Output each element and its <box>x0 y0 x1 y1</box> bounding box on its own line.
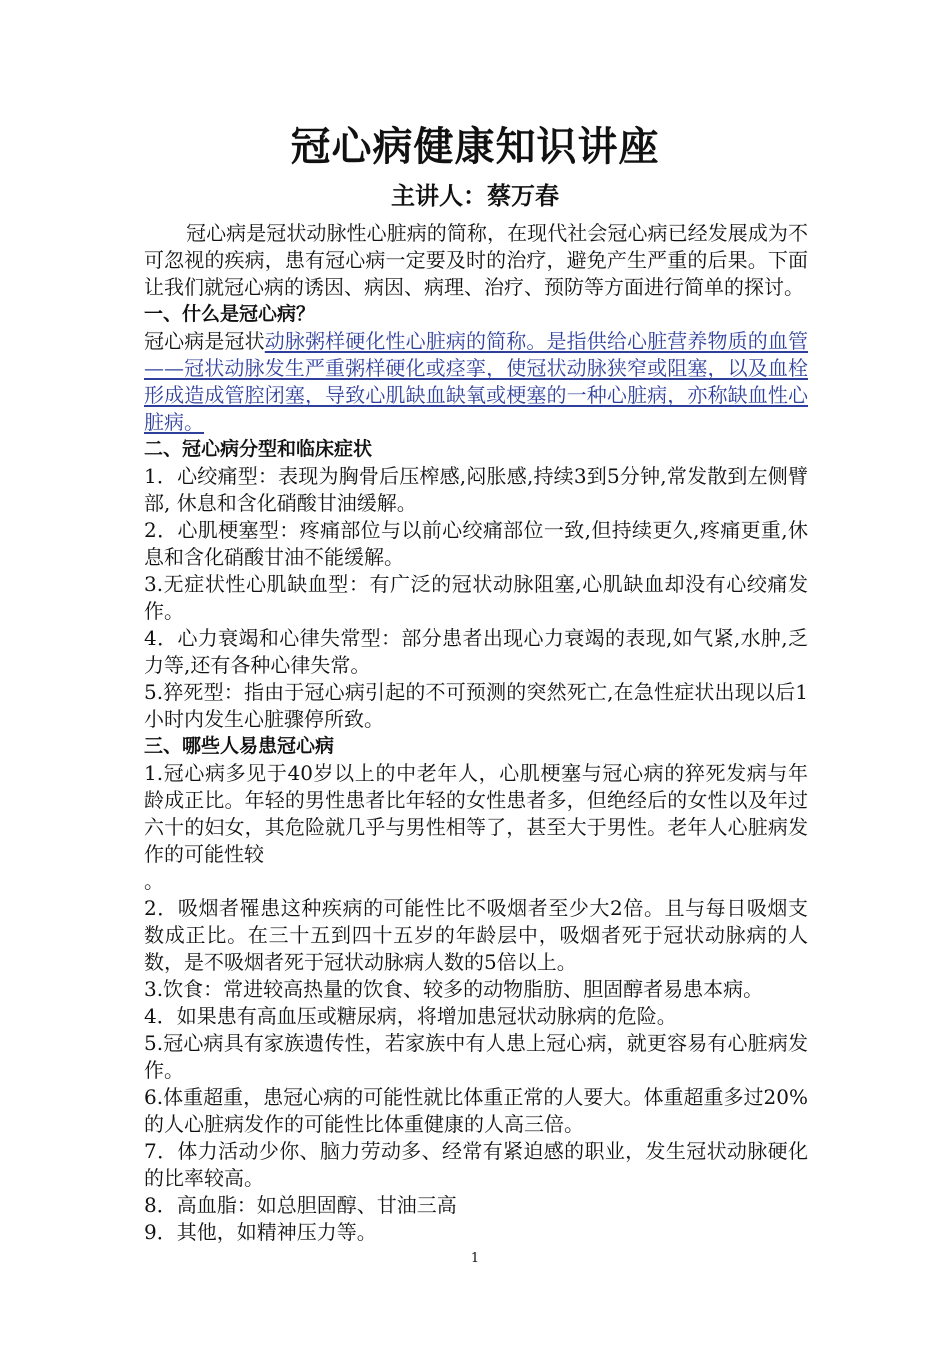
intro-paragraph: 冠心病是冠状动脉性心脏病的简称，在现代社会冠心病已经发展成为不可忽视的疾病，患有冠心病一定要及时的治疗，避免产生严重的后果。下面让我们就冠心病的诱因、病因、病理、治疗、预防等方面进行简单的探讨。 <box>144 221 808 299</box>
section-2-item: 5.猝死型：指由于冠心病引起的不可预测的突然死亡,在急性症状出现以后1小时内发生心脏骤停所致。 <box>144 680 808 731</box>
section-2-item: 4．心力衰竭和心律失常型：部分患者出现心力衰竭的表现,如气紧,水肿,乏力等,还有各种心律失常。 <box>144 626 808 677</box>
section-3-item: 5.冠心病具有家族遗传性，若家族中有人患上冠心病，就更容易有心脏病发作。 <box>144 1031 808 1082</box>
section-2-item: 2．心肌梗塞型：疼痛部位与以前心绞痛部位一致,但持续更久,疼痛更重,休息和含化硝酸甘油不能缓解。 <box>144 518 808 569</box>
section-3-item: 9．其他，如精神压力等。 <box>144 1220 377 1244</box>
page-number: 1 <box>470 1251 480 1266</box>
section-2-item: 3.无症状性心肌缺血型：有广泛的冠状动脉阻塞,心肌缺血却没有心绞痛发作。 <box>144 572 808 623</box>
section-3-item: 8．高血脂：如总胆固醇、甘油三高 <box>144 1193 457 1217</box>
section-3-heading: 三、哪些人易患冠心病 <box>144 735 335 757</box>
section-1-paragraph <box>144 328 808 436</box>
speaker-line: 主讲人：蔡万春 <box>391 182 559 210</box>
section-2-heading: 二、冠心病分型和临床症状 <box>144 438 373 460</box>
section-1-heading: 一、什么是冠心病？ <box>144 303 316 325</box>
section-3-item: 3.饮食：常进较高热量的饮食、较多的动物脂肪、胆固醇者易患本病。 <box>144 977 764 1001</box>
section-3-item: 2．吸烟者罹患这种疾病的可能性比不吸烟者至少大2倍。且与每日吸烟支数成正比。在三十五到四十五岁的年龄层中，吸烟者死于冠状动脉病的人数，是不吸烟者死于冠状动脉病人数的5倍以上。 <box>144 896 808 974</box>
document-body <box>144 220 808 1246</box>
section-1-link-text[interactable]: 动脉粥样硬化性心脏病的简称。是指供给心脏营养物质的血管——冠状动脉发生严重粥样硬化或痉挛，使冠状动脉狭窄或阻塞，以及血栓形成造成管腔闭塞，导致心肌缺血缺氧或梗塞的一种心脏病，亦称缺血性心脏病。 <box>144 329 808 434</box>
section-3-item-tail: 。 <box>144 869 164 893</box>
section-1-plain-text: 冠心病是冠状 <box>144 329 265 353</box>
section-3-item: 6.体重超重，患冠心病的可能性就比体重正常的人要大。体重超重多过20%的人心脏病发作的可能性比体重健康的人高三倍。 <box>144 1085 808 1136</box>
document-title: 冠心病健康知识讲座 <box>290 124 660 170</box>
section-3-item: 1.冠心病多见于40岁以上的中老年人，心肌梗塞与冠心病的猝死发病与年龄成正比。年轻的男性患者比年轻的女性患者多，但绝经后的女性以及年过六十的妇女，其危险就几乎与男性相等了，甚至大于男性。老年人心脏病发作的可能性较 <box>144 761 808 866</box>
section-2-item: 1．心绞痛型：表现为胸骨后压榨感,闷胀感,持续3到5分钟,常发散到左侧臂部, 休息和含化硝酸甘油缓解。 <box>144 464 808 515</box>
section-3-item: 4．如果患有高血压或糖尿病，将增加患冠状动脉病的危险。 <box>144 1004 677 1028</box>
section-3-item: 7．体力活动少你、脑力劳动多、经常有紧迫感的职业，发生冠状动脉硬化的比率较高。 <box>144 1139 808 1190</box>
